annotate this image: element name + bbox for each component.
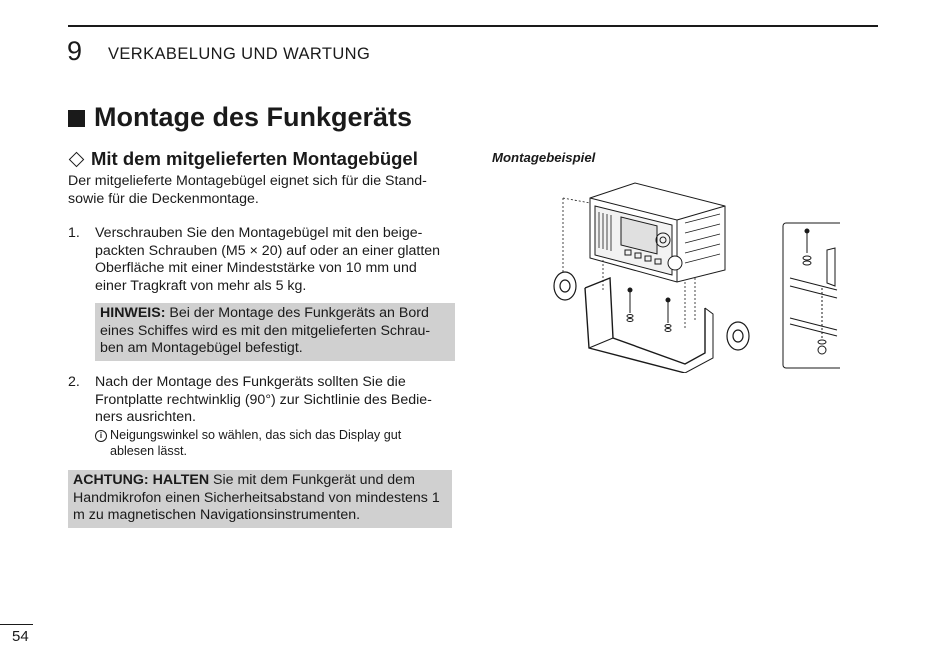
footer-rule	[0, 624, 33, 625]
note-label: HINWEIS:	[100, 305, 166, 321]
intro-paragraph: Der mitgelieferte Montagebügel eignet sich für die Stand- sowie für die Deckenmontage.	[68, 173, 427, 207]
step-number: 2.	[68, 374, 80, 390]
diamond-outline-icon	[69, 151, 85, 167]
step-2	[68, 374, 452, 427]
figure-caption: Montagebeispiel	[492, 150, 596, 165]
info-icon: i	[95, 430, 107, 442]
tip-line-2: ablesen lässt.	[110, 444, 188, 458]
step-text: Verschrauben Sie den Montagebügel mit den beige- packten Schrauben (M5 × 20) auf oder an einer glatten Oberfläche mit einer Mindeststärke von 10 mm und einer Tragkraft von mehr als 5 kg.	[95, 225, 441, 294]
caution-label: ACHTUNG: HALTEN	[73, 472, 210, 488]
note-text: Bei der Montage des Funkgeräts an Bord eines Schiffes wird es mit den mitgelieferten Schrau- ben am Montagebügel befestigt.	[100, 305, 431, 357]
page-number: 54	[12, 628, 29, 645]
header-rule	[68, 25, 878, 27]
tip-line-1: Neigungswinkel so wählen, das sich das Display gut	[110, 428, 402, 442]
chapter-title: VERKABELUNG UND WARTUNG	[108, 45, 371, 63]
caution-box	[68, 470, 452, 528]
caution-text: Sie mit dem Funkgerät und dem Handmikrofon einen Sicherheitsabstand von mindestens 1 m zu magnetischen Navigationsinstrumenten.	[73, 472, 440, 524]
tip-note	[95, 427, 445, 459]
subsection-heading	[68, 148, 418, 170]
section-title: Montage des Funkgeräts	[94, 102, 413, 132]
chapter-number: 9	[67, 36, 83, 66]
section-heading	[68, 100, 412, 134]
step-number: 1.	[68, 225, 80, 241]
mounting-illustration	[545, 178, 840, 373]
square-bullet-icon	[68, 110, 85, 127]
step-1	[68, 225, 452, 295]
step-text: Nach der Montage des Funkgeräts sollten Sie die Frontplatte rechtwinklig (90°) zur Sichtlinie des Bedie- ners ausrichten.	[95, 374, 432, 426]
note-box	[95, 303, 455, 361]
subsection-title: Mit dem mitgelieferten Montagebügel	[91, 148, 418, 169]
